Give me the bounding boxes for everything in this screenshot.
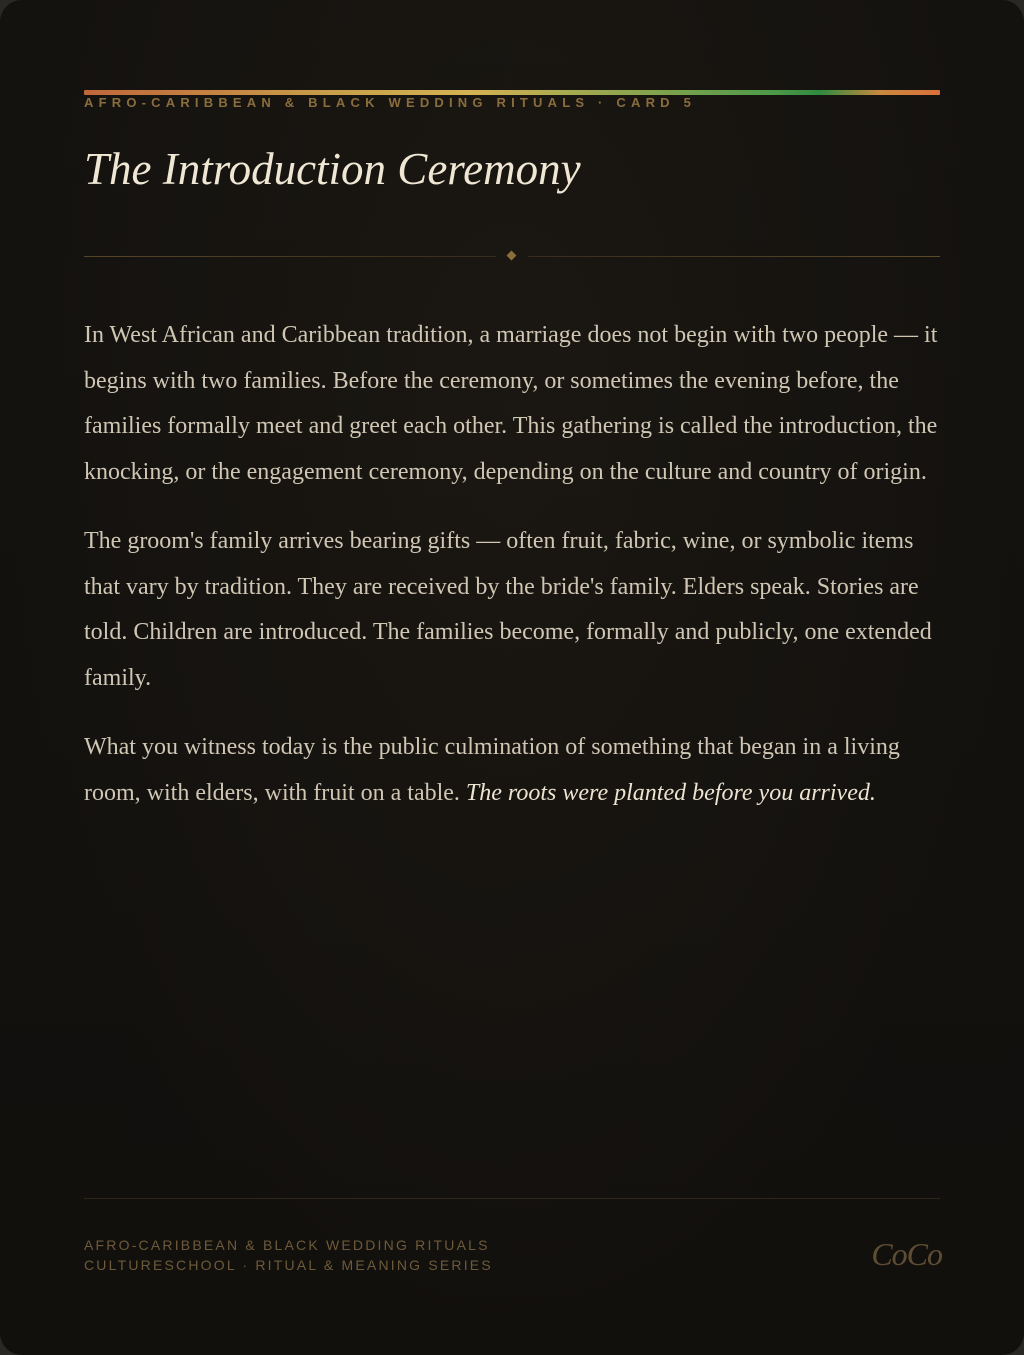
body-paragraph-2: The groom's family arrives bearing gifts — often fruit, fabric, wine, or symbolic items that vary by tradition. They are received by the bride's family. Elders speak. Stories are told. Children are introduced. The families become, formally and publicly, one extended family. xyxy=(84,528,932,691)
card-title: The Introduction Ceremony xyxy=(84,144,581,194)
series-kicker: AFRO-CARIBBEAN & BLACK WEDDING RITUALS · CARD 5 xyxy=(84,95,696,110)
footer-publisher: CULTURESCHOOL · RITUAL & MEANING SERIES xyxy=(84,1257,493,1273)
body-paragraph-1: In West African and Caribbean tradition, a marriage does not begin with two people — it begins with two families. Before the ceremony, or sometimes the evening before, the families formally meet and greet each other. This gathering is called the introduction, the knocking, or the engagement ceremony, depending on the culture and country of origin. xyxy=(84,322,938,485)
card-body xyxy=(84,313,944,840)
diamond-ornament-icon xyxy=(507,251,517,261)
divider-line-left xyxy=(84,256,496,257)
ornamental-divider xyxy=(84,248,940,264)
closing-emphasis: The roots were planted before you arrived. xyxy=(465,779,876,806)
coco-logo: CoCo xyxy=(871,1236,942,1272)
divider-line-right xyxy=(528,256,940,257)
footer-divider xyxy=(84,1198,940,1199)
body-paragraph-3 xyxy=(84,725,944,816)
footer-series-name: AFRO-CARIBBEAN & BLACK WEDDING RITUALS xyxy=(84,1237,490,1253)
closing-text: What you witness today is the public culmination of something that began in a living room, with elders, with fruit on a table. xyxy=(84,734,900,806)
